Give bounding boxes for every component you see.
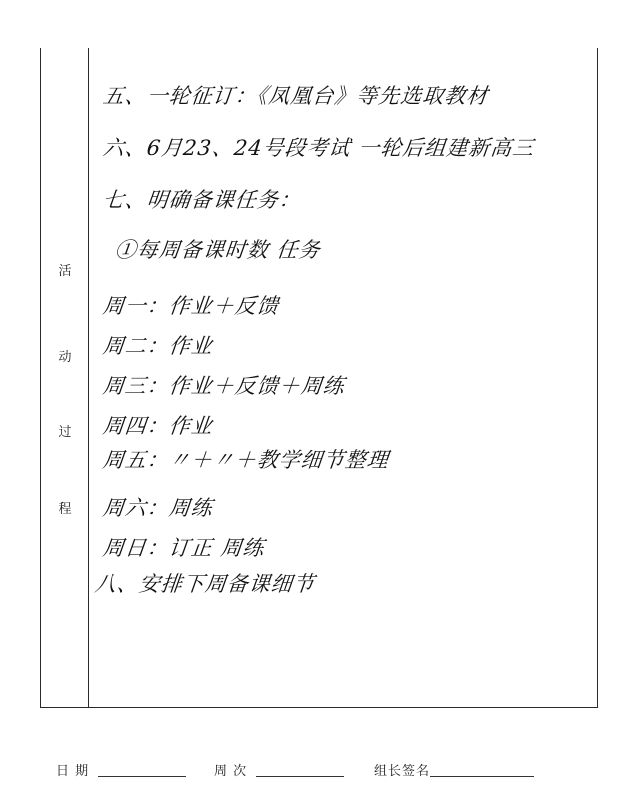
side-label-char: 活 [58, 264, 72, 279]
note-line: 周二：作业 [101, 334, 215, 358]
note-line: 周六：周练 [101, 496, 215, 520]
signature-label: 组长签名 [374, 764, 431, 779]
side-label-char: 过 [58, 425, 72, 440]
note-line: 周一：作业＋反馈 [101, 294, 281, 318]
note-line: 周四：作业 [101, 414, 215, 438]
activity-process-label-column [41, 48, 89, 707]
week-field[interactable] [256, 776, 344, 777]
date-label: 日 期 [56, 764, 90, 779]
note-line: 周三：作业＋反馈＋周练 [101, 374, 347, 398]
side-label-char: 程 [58, 502, 72, 517]
note-line: 五、一轮征订：《凤凰台》等先选取教材 [101, 84, 490, 108]
note-line: 七、明确备课任务： [101, 188, 303, 212]
note-line: 六、6月23、24号段考试 一轮后组建新高三 [101, 136, 536, 160]
form-footer [0, 752, 618, 782]
week-label: 周 次 [214, 764, 248, 779]
note-line: 周日：订正 周练 [101, 536, 266, 560]
note-line: ①每周备课时数 任务 [113, 238, 322, 262]
note-line: 八、安排下周备课细节 [93, 572, 317, 596]
handwritten-notes [89, 48, 597, 707]
activity-form [40, 48, 598, 708]
date-field[interactable] [98, 776, 186, 777]
side-label-char: 动 [58, 350, 72, 365]
note-line: 周五：〃＋〃＋教学细节整理 [101, 448, 391, 472]
signature-field[interactable] [430, 776, 534, 777]
